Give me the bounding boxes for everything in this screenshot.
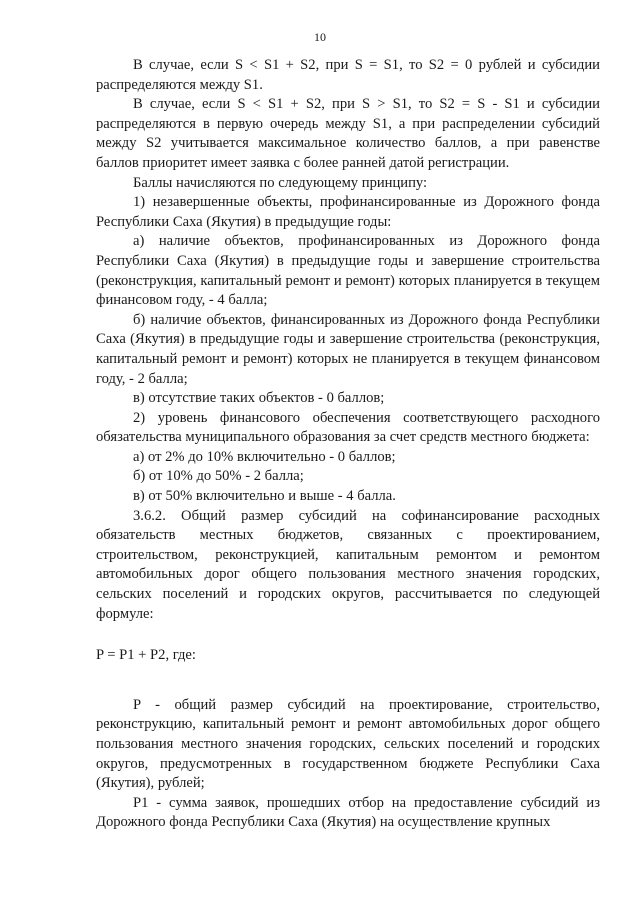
- page-number: 10: [314, 30, 326, 44]
- paragraph: Баллы начисляются по следующему принципу:: [133, 174, 428, 191]
- paragraph: а) от 2% до 10% включительно - 0 баллов;: [133, 448, 396, 465]
- paragraph: В случае, если S < S1 + S2, при S > S1, то S2 = S - S1 и субсидии распределяются в первую очередь между S1, а при распределении субсидий между S2 учитывается максимальное количество баллов, а при равенстве баллов приоритет имеет заявка с более ранней датой регистрации.: [96, 96, 600, 171]
- paragraph: в) отсутствие таких объектов - 0 баллов;: [133, 390, 385, 407]
- paragraph: 1) незавершенные объекты, профинансированные из Дорожного фонда Республики Саха (Якутия) в предыдущие годы:: [96, 194, 600, 230]
- paragraph: в) от 50% включительно и выше - 4 балла.: [133, 488, 396, 505]
- paragraph: 2) уровень финансового обеспечения соответствующего расходного обязательства муниципального образования за счет средств местного бюджета:: [96, 409, 600, 446]
- paragraph: б) от 10% до 50% - 2 балла;: [133, 468, 304, 485]
- paragraph: P - общий размер субсидий на проектирование, строительство, реконструкцию, капитальный ремонт и ремонт автомобильных дорог общего пользования местного значения городских, сельских поселений и городских округов, предусмотренных в государственном бюджете Республики Саха (Якутия), рублей;: [96, 696, 600, 792]
- paragraph: P1 - сумма заявок, прошедших отбор на предоставление субсидий из Дорожного фонда Республики Саха (Якутия) на осуществление крупных: [96, 794, 600, 831]
- paragraph: б) наличие объектов, финансированных из Дорожного фонда Республики Саха (Якутия) в предыдущие годы и завершение строительства (реконструкция, капитальный ремонт и ремонт) которых не планируется в текущем финансовом году, - 2 балла;: [96, 311, 600, 387]
- formula: P = P1 + P2, где:: [96, 647, 196, 664]
- paragraph: 3.6.2. Общий размер субсидий на софинансирование расходных обязательств местных бюджетов, связанных с проектированием, строительством, реконструкцией, капитальным ремонтом и ремонтом автомобильных дорог общего пользования местного значения городских, сельских поселений и городских округов, рассчитывается по следующей формуле:: [96, 507, 600, 622]
- paragraph: В случае, если S < S1 + S2, при S = S1, то S2 = 0 рублей и субсидии распределяются между S1.: [96, 57, 600, 93]
- paragraph: а) наличие объектов, профинансированных из Дорожного фонда Республики Саха (Якутия) в предыдущие годы и завершение строительства (реконструкция, капитальный ремонт и ремонт) которых планируется в текущем финансовом году, - 4 балла;: [96, 233, 600, 309]
- document-body: [96, 56, 600, 833]
